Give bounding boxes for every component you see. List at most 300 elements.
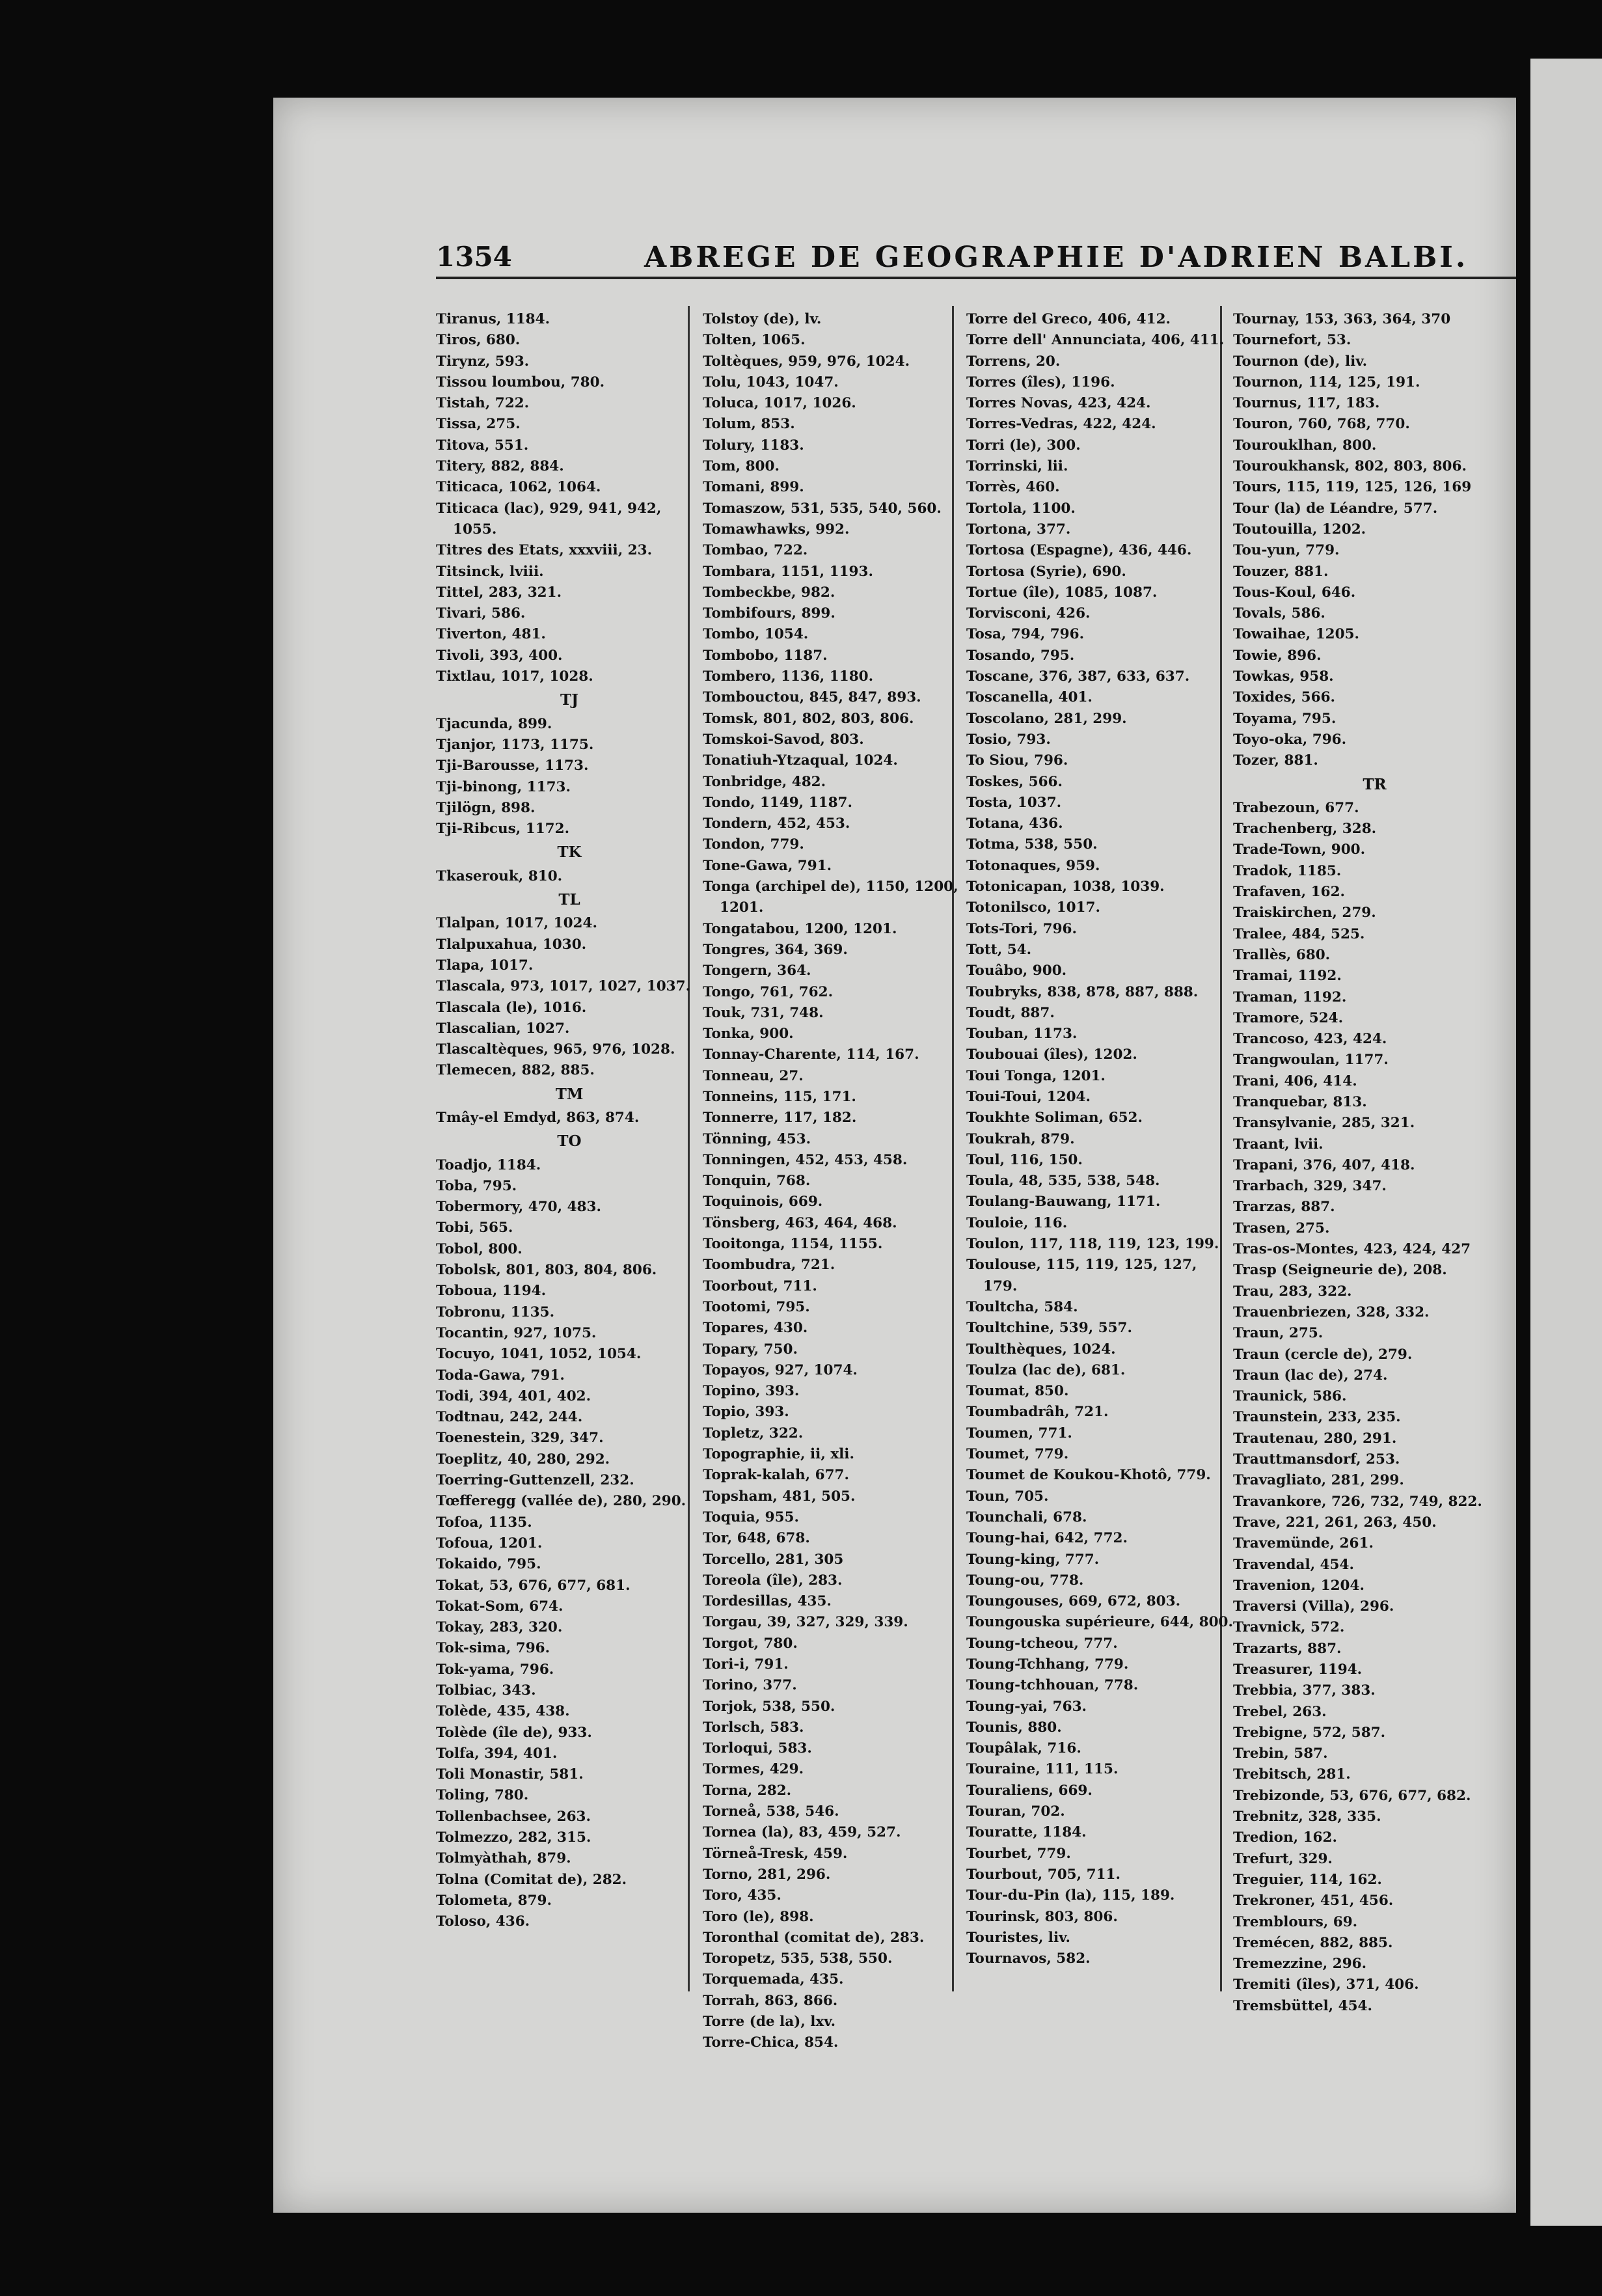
index-entry: Trarzas, 887. bbox=[1233, 1199, 1335, 1216]
index-entry: Tok-yama, 796. bbox=[436, 1661, 554, 1678]
index-entry: Tour (la) de Léandre, 577. bbox=[1233, 500, 1438, 517]
index-entry: Torcello, 281, 305 bbox=[703, 1551, 844, 1568]
index-entry: Tobermory, 470, 483. bbox=[436, 1199, 601, 1216]
facing-page-edge bbox=[1530, 59, 1602, 2226]
index-entry: Torrinski, lii. bbox=[966, 458, 1068, 475]
index-entry: Traun (cercle de), 279. bbox=[1233, 1346, 1413, 1363]
index-entry: Toscolano, 281, 299. bbox=[966, 710, 1127, 727]
index-entry: Tirynz, 593. bbox=[436, 353, 530, 370]
index-entry: Tonga (archipel de), 1150, 1200, 1201. bbox=[703, 879, 958, 916]
index-entry: Tourbet, 779. bbox=[966, 1845, 1071, 1862]
index-entry: Tlalpan, 1017, 1024. bbox=[436, 915, 597, 932]
index-entry: Tramai, 1192. bbox=[1233, 968, 1342, 985]
index-entry: Toda-Gawa, 791. bbox=[436, 1367, 565, 1384]
section-letter-heading: TK bbox=[557, 843, 582, 862]
index-entry: Torquemada, 435. bbox=[703, 1971, 844, 1988]
index-entry: Travagliato, 281, 299. bbox=[1233, 1472, 1404, 1489]
index-entry: Tomsk, 801, 802, 803, 806. bbox=[703, 710, 914, 727]
index-entry: Tobol, 800. bbox=[436, 1240, 523, 1257]
index-entry: Torre dell' Annunciata, 406, 411. bbox=[966, 332, 1225, 349]
index-entry: Toumet, 779. bbox=[966, 1446, 1069, 1463]
index-entry: Tomaszow, 531, 535, 540, 560. bbox=[703, 500, 942, 517]
index-entry: Trazarts, 887. bbox=[1233, 1640, 1342, 1657]
index-entry: Tongo, 761, 762. bbox=[703, 983, 834, 1000]
index-entry: Tönsberg, 463, 464, 468. bbox=[703, 1214, 897, 1231]
index-entry: Toluca, 1017, 1026. bbox=[703, 395, 856, 412]
section-letter-heading: TL bbox=[558, 891, 580, 909]
index-entry: Tolstoy (de), lv. bbox=[703, 311, 822, 327]
index-entry: Tji-binong, 1173. bbox=[436, 778, 571, 795]
index-entry: Tönning, 453. bbox=[703, 1130, 811, 1147]
index-entry: Toulouse, 115, 119, 125, 127, 179. bbox=[966, 1257, 1197, 1294]
index-entry: Topographie, ii, xli. bbox=[703, 1446, 854, 1463]
index-entry: Torrens, 20. bbox=[966, 353, 1061, 370]
index-entry: Totana, 436. bbox=[966, 815, 1063, 832]
section-letter-heading: TM bbox=[555, 1085, 584, 1103]
index-entry: Tom, 800. bbox=[703, 458, 780, 475]
index-entry: Toupâlak, 716. bbox=[966, 1740, 1081, 1757]
index-entry: Tourouklhan, 800. bbox=[1233, 437, 1377, 454]
index-entry: Tomskoi-Savod, 803. bbox=[703, 731, 864, 748]
index-entry: Trebitsch, 281. bbox=[1233, 1766, 1351, 1783]
index-entry: Touzer, 881. bbox=[1233, 563, 1329, 580]
index-entry: Toulza (lac de), 681. bbox=[966, 1361, 1126, 1378]
index-entry: Totonilsco, 1017. bbox=[966, 899, 1100, 916]
index-entry: Titicaca (lac), 929, 941, 942, 1055. bbox=[436, 500, 662, 538]
index-entry: Trallès, 680. bbox=[1233, 946, 1331, 963]
index-entry: Toro (le), 898. bbox=[703, 1908, 814, 1925]
index-entry: Tremsbüttel, 454. bbox=[1233, 1997, 1373, 2014]
index-entry: Tortola, 1100. bbox=[966, 500, 1076, 517]
index-entry: Tremblours, 69. bbox=[1233, 1913, 1358, 1930]
index-entry: Toquinois, 669. bbox=[703, 1194, 823, 1210]
index-entry: Traant, lvii. bbox=[1233, 1136, 1324, 1153]
index-entry: Torri (le), 300. bbox=[966, 437, 1081, 454]
index-entry: Tombeckbe, 982. bbox=[703, 584, 835, 601]
index-entry: Tolmezzo, 282, 315. bbox=[436, 1829, 591, 1846]
index-entry: Tolède (île de), 933. bbox=[436, 1724, 592, 1741]
index-entry: Tji-Barousse, 1173. bbox=[436, 758, 589, 774]
index-entry: Torres (îles), 1196. bbox=[966, 374, 1115, 390]
index-entry: Tonneau, 27. bbox=[703, 1067, 804, 1084]
index-entry: Tissa, 275. bbox=[436, 416, 521, 433]
index-entry: Tortosa (Espagne), 436, 446. bbox=[966, 542, 1192, 559]
index-entry: Tosta, 1037. bbox=[966, 794, 1062, 811]
index-entry: Toprak-kalah, 677. bbox=[703, 1467, 850, 1484]
index-entry: Tordesillas, 435. bbox=[703, 1593, 832, 1610]
index-entry: Tormes, 429. bbox=[703, 1761, 804, 1778]
index-entry: Tosando, 795. bbox=[966, 647, 1075, 664]
index-entry: Trebbia, 377, 383. bbox=[1233, 1682, 1376, 1699]
index-entry: Toulang-Bauwang, 1171. bbox=[966, 1194, 1161, 1210]
index-entry: Tiranus, 1184. bbox=[436, 311, 550, 327]
index-entry: Tongatabou, 1200, 1201. bbox=[703, 920, 897, 937]
index-entry: Tombao, 722. bbox=[703, 542, 808, 559]
index-entry: Tournavos, 582. bbox=[966, 1950, 1091, 1967]
index-entry: Tolury, 1183. bbox=[703, 437, 804, 454]
index-entry: Towie, 896. bbox=[1233, 647, 1322, 664]
index-entry: Tmây-el Emdyd, 863, 874. bbox=[436, 1109, 640, 1126]
index-entry: Torre del Greco, 406, 412. bbox=[966, 311, 1171, 327]
index-entry: Tremezzine, 296. bbox=[1233, 1956, 1367, 1973]
index-entry: Tour-du-Pin (la), 115, 189. bbox=[966, 1887, 1175, 1904]
index-entry: Toling, 780. bbox=[436, 1787, 529, 1804]
index-entry: Traun, 275. bbox=[1233, 1325, 1324, 1342]
index-entry: Tootomi, 795. bbox=[703, 1298, 810, 1315]
index-entry: Trade-Town, 900. bbox=[1233, 841, 1366, 858]
index-entry: Tomawhawks, 992. bbox=[703, 521, 850, 538]
index-entry: Toumen, 771. bbox=[966, 1425, 1072, 1442]
index-entry: Tonneins, 115, 171. bbox=[703, 1088, 856, 1105]
index-entry: Toltèques, 959, 976, 1024. bbox=[703, 353, 910, 370]
index-entry: Toscane, 376, 387, 633, 637. bbox=[966, 668, 1190, 685]
index-entry: Toung-tcheou, 777. bbox=[966, 1635, 1118, 1652]
index-entry: Toubryks, 838, 878, 887, 888. bbox=[966, 983, 1199, 1000]
index-entry: Tobronu, 1135. bbox=[436, 1304, 555, 1320]
index-entry: Trebin, 587. bbox=[1233, 1745, 1328, 1762]
index-entry: Touraine, 111, 115. bbox=[966, 1761, 1119, 1778]
index-entry: Todtnau, 242, 244. bbox=[436, 1409, 583, 1426]
index-entry: Toloso, 436. bbox=[436, 1913, 530, 1930]
index-entry: Tovals, 586. bbox=[1233, 605, 1325, 622]
index-entry: Tongern, 364. bbox=[703, 963, 811, 979]
index-entry: Tlemecen, 882, 885. bbox=[436, 1062, 595, 1079]
index-entry: Tornea (la), 83, 459, 527. bbox=[703, 1824, 901, 1841]
header-rule bbox=[436, 277, 1516, 279]
index-entry: Topio, 393. bbox=[703, 1404, 789, 1421]
index-entry: Tombifours, 899. bbox=[703, 605, 835, 622]
index-entry: Toeplitz, 40, 280, 292. bbox=[436, 1451, 610, 1468]
index-entry: Toul, 116, 150. bbox=[966, 1151, 1083, 1168]
index-entry: Toun, 705. bbox=[966, 1488, 1049, 1505]
index-entry: Tombobo, 1187. bbox=[703, 647, 828, 664]
index-entry: Touratte, 1184. bbox=[966, 1824, 1087, 1841]
index-entry: Toulthèques, 1024. bbox=[966, 1341, 1116, 1358]
index-entry: Travankore, 726, 732, 749, 822. bbox=[1233, 1493, 1482, 1510]
index-entry: Tor, 648, 678. bbox=[703, 1530, 810, 1547]
index-entry: Traun (lac de), 274. bbox=[1233, 1367, 1388, 1384]
index-entry: Travendal, 454. bbox=[1233, 1556, 1354, 1573]
index-entry: To Siou, 796. bbox=[966, 752, 1068, 769]
index-entry: Trancoso, 423, 424. bbox=[1233, 1031, 1387, 1048]
index-entry: Toli Monastir, 581. bbox=[436, 1766, 584, 1783]
index-entry: Tombero, 1136, 1180. bbox=[703, 668, 874, 685]
index-entry: Trapani, 376, 407, 418. bbox=[1233, 1156, 1415, 1173]
index-entry: Torre-Chica, 854. bbox=[703, 2034, 839, 2051]
index-entry: Toreola (île), 283. bbox=[703, 1572, 843, 1589]
index-entry: Torre (de la), lxv. bbox=[703, 2014, 836, 2030]
index-entry: Tokat-Som, 674. bbox=[436, 1598, 563, 1615]
index-entry: Toula, 48, 535, 538, 548. bbox=[966, 1173, 1160, 1190]
index-entry: Tosio, 793. bbox=[966, 731, 1051, 748]
index-entry: Topares, 430. bbox=[703, 1320, 808, 1337]
index-entry: Toyama, 795. bbox=[1233, 710, 1337, 727]
index-entry: Tixtlau, 1017, 1028. bbox=[436, 668, 593, 685]
index-entry: Towaihae, 1205. bbox=[1233, 626, 1360, 643]
index-entry: Torrah, 863, 866. bbox=[703, 1992, 838, 2009]
index-entry: Tralee, 484, 525. bbox=[1233, 925, 1365, 942]
index-entry: Topary, 750. bbox=[703, 1341, 798, 1358]
index-entry: Tozer, 881. bbox=[1233, 752, 1318, 769]
index-entry: Tonningen, 452, 453, 458. bbox=[703, 1151, 908, 1168]
index-entry: Tournefort, 53. bbox=[1233, 332, 1351, 349]
index-entry: Tounchali, 678. bbox=[966, 1509, 1087, 1525]
index-entry: Trafaven, 162. bbox=[1233, 884, 1346, 901]
index-entry: Toxides, 566. bbox=[1233, 689, 1336, 706]
index-entry: Toung-tchhouan, 778. bbox=[966, 1677, 1139, 1694]
index-entry: Torno, 281, 296. bbox=[703, 1866, 831, 1883]
index-entry: Tocuyo, 1041, 1052, 1054. bbox=[436, 1346, 642, 1363]
index-entry: Toskes, 566. bbox=[966, 773, 1063, 790]
index-entry: Tounis, 880. bbox=[966, 1719, 1062, 1736]
index-entry: Trau, 283, 322. bbox=[1233, 1283, 1352, 1300]
index-entry: Tlapa, 1017. bbox=[436, 957, 534, 974]
index-entry: Trasp (Seigneurie de), 208. bbox=[1233, 1262, 1447, 1279]
index-entry: Todi, 394, 401, 402. bbox=[436, 1387, 591, 1404]
index-entry: Toboua, 1194. bbox=[436, 1283, 547, 1300]
index-entry: Tok-sima, 796. bbox=[436, 1640, 550, 1657]
index-entry: Touloie, 116. bbox=[966, 1214, 1068, 1231]
index-entry: Trani, 406, 414. bbox=[1233, 1073, 1357, 1089]
index-entry: Tott, 54. bbox=[966, 941, 1032, 958]
index-entry: Toronthal (comitat de), 283. bbox=[703, 1929, 925, 1946]
index-entry: Touristes, liv. bbox=[966, 1929, 1070, 1946]
index-entry: Tittel, 283, 321. bbox=[436, 584, 562, 601]
index-entry: Tlascaltèques, 965, 976, 1028. bbox=[436, 1041, 675, 1058]
index-entry: Tivari, 586. bbox=[436, 605, 526, 622]
index-entry: Toungouska supérieure, 644, 800. bbox=[966, 1614, 1233, 1631]
index-entry: Tiverton, 481. bbox=[436, 626, 546, 643]
index-entry: Tori-i, 791. bbox=[703, 1656, 789, 1673]
index-entry: Tlalpuxahua, 1030. bbox=[436, 936, 587, 953]
index-entry: Tortosa (Syrie), 690. bbox=[966, 563, 1126, 580]
index-entry: Traunick, 586. bbox=[1233, 1388, 1347, 1405]
index-entry: Tondon, 779. bbox=[703, 836, 804, 853]
index-entry: Toung-yai, 763. bbox=[966, 1698, 1087, 1715]
page-number: 1354 bbox=[436, 241, 512, 273]
index-entry: Tonquin, 768. bbox=[703, 1173, 811, 1190]
index-entry: Titova, 551. bbox=[436, 437, 529, 454]
index-entry: Tœfferegg (vallée de), 280, 290. bbox=[436, 1493, 686, 1510]
index-entry: Toadjo, 1184. bbox=[436, 1156, 541, 1173]
index-entry: Tiros, 680. bbox=[436, 332, 521, 349]
index-entry: Toerring-Guttenzell, 232. bbox=[436, 1472, 634, 1489]
index-entry: Tokay, 283, 320. bbox=[436, 1619, 563, 1636]
index-entry: Trebigne, 572, 587. bbox=[1233, 1724, 1386, 1741]
index-entry: Treasurer, 1194. bbox=[1233, 1661, 1363, 1678]
index-entry: Toro, 435. bbox=[703, 1887, 781, 1904]
index-entry: Titery, 882, 884. bbox=[436, 458, 564, 475]
index-entry: Trave, 221, 261, 263, 450. bbox=[1233, 1514, 1437, 1531]
index-entry: Torrès, 460. bbox=[966, 479, 1060, 496]
index-entry: Tradok, 1185. bbox=[1233, 862, 1342, 879]
index-entry: Torloqui, 583. bbox=[703, 1740, 812, 1757]
index-entry: Tremiti (îles), 371, 406. bbox=[1233, 1976, 1419, 1993]
index-entry: Traiskirchen, 279. bbox=[1233, 905, 1376, 922]
index-column-3 bbox=[966, 309, 1233, 1969]
index-entry: Torgau, 39, 327, 329, 339. bbox=[703, 1614, 908, 1631]
index-entry: Tots-Tori, 796. bbox=[966, 920, 1077, 937]
index-entry: Tobi, 565. bbox=[436, 1220, 513, 1237]
index-entry: Toui-Toui, 1204. bbox=[966, 1088, 1091, 1105]
index-entry: Tolède, 435, 438. bbox=[436, 1703, 570, 1720]
index-entry: Tofoa, 1135. bbox=[436, 1514, 532, 1531]
index-entry: Tous-Koul, 646. bbox=[1233, 584, 1356, 601]
index-entry: Toumbadrâh, 721. bbox=[966, 1404, 1109, 1421]
index-entry: Traversi (Villa), 296. bbox=[1233, 1598, 1394, 1615]
index-entry: Tournus, 117, 183. bbox=[1233, 395, 1380, 412]
index-entry: Torres Novas, 423, 424. bbox=[966, 395, 1151, 412]
index-entry: Tone-Gawa, 791. bbox=[703, 857, 832, 874]
index-entry: Tlascalian, 1027. bbox=[436, 1020, 570, 1037]
index-entry: Trabezoun, 677. bbox=[1233, 799, 1359, 816]
index-entry: Toyo-oka, 796. bbox=[1233, 731, 1347, 748]
index-entry: Tredion, 162. bbox=[1233, 1829, 1337, 1846]
index-entry: Trebel, 263. bbox=[1233, 1703, 1327, 1720]
index-entry: Tramore, 524. bbox=[1233, 1009, 1344, 1026]
index-entry: Toukhte Soliman, 652. bbox=[966, 1110, 1143, 1127]
index-entry: Tourinsk, 803, 806. bbox=[966, 1908, 1118, 1925]
index-entry: Touban, 1173. bbox=[966, 1026, 1078, 1043]
index-entry: Toscanella, 401. bbox=[966, 689, 1093, 706]
index-entry: Tombo, 1054. bbox=[703, 626, 809, 643]
index-entry: Trauenbriezen, 328, 332. bbox=[1233, 1304, 1430, 1320]
index-entry: Tobolsk, 801, 803, 804, 806. bbox=[436, 1262, 657, 1279]
index-entry: Towkas, 958. bbox=[1233, 668, 1334, 685]
index-entry: Touraliens, 669. bbox=[966, 1782, 1093, 1799]
index-entry: Tlascala (le), 1016. bbox=[436, 999, 587, 1016]
index-entry: Toukrah, 879. bbox=[966, 1130, 1075, 1147]
page-content bbox=[273, 98, 1516, 2213]
index-column-4 bbox=[1233, 309, 1516, 2017]
index-entry: Tournay, 153, 363, 364, 370 bbox=[1233, 311, 1451, 327]
index-entry: Toung-Tchhang, 779. bbox=[966, 1656, 1129, 1673]
index-entry: Tondern, 452, 453. bbox=[703, 815, 850, 832]
index-entry: Tolbiac, 343. bbox=[436, 1682, 536, 1699]
index-entry: Tonka, 900. bbox=[703, 1026, 794, 1043]
index-entry: Tolfa, 394, 401. bbox=[436, 1745, 558, 1762]
index-entry: Tras-os-Montes, 423, 424, 427 bbox=[1233, 1241, 1471, 1258]
index-column-2 bbox=[703, 309, 970, 2054]
index-entry: Tofoua, 1201. bbox=[436, 1535, 543, 1551]
index-entry: Tonatiuh-Ytzaqual, 1024. bbox=[703, 752, 898, 769]
index-entry: Tissou loumbou, 780. bbox=[436, 374, 605, 390]
index-entry: Trangwoulan, 1177. bbox=[1233, 1052, 1389, 1069]
index-column-1 bbox=[436, 309, 703, 1933]
index-entry: Tolum, 853. bbox=[703, 416, 795, 433]
index-entry: Tonnay-Charente, 114, 167. bbox=[703, 1046, 919, 1063]
index-entry: Tolometa, 879. bbox=[436, 1892, 552, 1909]
index-entry: Toung-king, 777. bbox=[966, 1551, 1100, 1568]
index-entry: Torlsch, 583. bbox=[703, 1719, 804, 1736]
running-title: ABREGE DE GEOGRAPHIE D'ADRIEN BALBI. bbox=[644, 241, 1469, 274]
index-entry: Totonaques, 959. bbox=[966, 857, 1100, 874]
index-entry: Trebizonde, 53, 676, 677, 682. bbox=[1233, 1787, 1471, 1804]
index-entry: Toenestein, 329, 347. bbox=[436, 1430, 604, 1447]
index-entry: Toba, 795. bbox=[436, 1177, 517, 1194]
index-entry: Tjacunda, 899. bbox=[436, 715, 552, 732]
index-entry: Tondo, 1149, 1187. bbox=[703, 794, 852, 811]
index-entry: Toui Tonga, 1201. bbox=[966, 1067, 1106, 1084]
index-entry: Totma, 538, 550. bbox=[966, 836, 1098, 853]
index-entry: Tivoli, 393, 400. bbox=[436, 647, 563, 664]
index-entry: Torres-Vedras, 422, 424. bbox=[966, 416, 1156, 433]
index-entry: Tolna (Comitat de), 282. bbox=[436, 1871, 627, 1888]
index-entry: Torgot, 780. bbox=[703, 1635, 798, 1652]
index-entry: Treguier, 114, 162. bbox=[1233, 1871, 1382, 1888]
index-entry: Travemünde, 261. bbox=[1233, 1535, 1374, 1552]
index-entry: Topino, 393. bbox=[703, 1383, 800, 1400]
index-entry: Torino, 377. bbox=[703, 1677, 797, 1694]
index-entry: Touk, 731, 748. bbox=[703, 1004, 824, 1021]
running-head bbox=[273, 241, 1516, 280]
index-entry: Titsinck, lviii. bbox=[436, 563, 544, 580]
index-entry: Trasen, 275. bbox=[1233, 1220, 1330, 1237]
index-entry: Tokat, 53, 676, 677, 681. bbox=[436, 1577, 631, 1594]
index-entry: Toultcha, 584. bbox=[966, 1298, 1078, 1315]
index-entry: Tournon, 114, 125, 191. bbox=[1233, 374, 1420, 390]
index-entry: Tokaido, 795. bbox=[436, 1556, 541, 1573]
index-entry: Tombara, 1151, 1193. bbox=[703, 563, 873, 580]
index-entry: Touroukhansk, 802, 803, 806. bbox=[1233, 458, 1467, 475]
index-entry: Tkaserouk, 810. bbox=[436, 868, 563, 884]
index-entry: Trauttmansdorf, 253. bbox=[1233, 1451, 1400, 1468]
index-entry: Tosa, 794, 796. bbox=[966, 626, 1085, 643]
index-entry: Touron, 760, 768, 770. bbox=[1233, 416, 1410, 433]
index-entry: Toumet de Koukou-Khotô, 779. bbox=[966, 1467, 1211, 1484]
index-entry: Trarbach, 329, 347. bbox=[1233, 1178, 1387, 1195]
index-entry: Toung-hai, 642, 772. bbox=[966, 1530, 1128, 1547]
index-entry: Travnick, 572. bbox=[1233, 1619, 1345, 1636]
index-entry: Trebnitz, 328, 335. bbox=[1233, 1809, 1381, 1825]
index-entry: Tooitonga, 1154, 1155. bbox=[703, 1236, 883, 1253]
index-entry: Trefurt, 329. bbox=[1233, 1850, 1333, 1867]
index-entry: Tollenbachsee, 263. bbox=[436, 1808, 591, 1825]
index-entry: Törneå-Tresk, 459. bbox=[703, 1845, 848, 1862]
index-entry: Toung-ou, 778. bbox=[966, 1572, 1084, 1589]
section-letter-heading: TR bbox=[1363, 775, 1387, 793]
index-entry: Transylvanie, 285, 321. bbox=[1233, 1115, 1415, 1132]
index-entry: Tongres, 364, 369. bbox=[703, 941, 848, 958]
index-entry: Toumat, 850. bbox=[966, 1383, 1069, 1400]
index-entry: Toudt, 887. bbox=[966, 1004, 1055, 1021]
index-entry: Touâbo, 900. bbox=[966, 963, 1067, 979]
index-entry: Toulon, 117, 118, 119, 123, 199. bbox=[966, 1236, 1219, 1253]
index-entry: Tortona, 377. bbox=[966, 521, 1071, 538]
index-entry: Torneå, 538, 546. bbox=[703, 1803, 839, 1820]
index-entry: Tonnerre, 117, 182. bbox=[703, 1110, 857, 1127]
index-entry: Tji-Ribcus, 1172. bbox=[436, 821, 570, 838]
index-entry: Tolmyàthah, 879. bbox=[436, 1850, 571, 1867]
index-entry: Toombudra, 721. bbox=[703, 1257, 835, 1274]
index-entry: Tours, 115, 119, 125, 126, 169 bbox=[1233, 479, 1472, 496]
index-entry: Toutouilla, 1202. bbox=[1233, 521, 1366, 538]
index-entry: Torvisconi, 426. bbox=[966, 605, 1091, 622]
index-entry: Tranquebar, 813. bbox=[1233, 1093, 1367, 1110]
index-entry: Trachenberg, 328. bbox=[1233, 821, 1377, 838]
index-entry: Toultchine, 539, 557. bbox=[966, 1320, 1132, 1337]
index-entry: Tombouctou, 845, 847, 893. bbox=[703, 689, 921, 706]
index-entry: Traunstein, 233, 235. bbox=[1233, 1409, 1401, 1426]
page-gutter bbox=[1516, 59, 1530, 2226]
index-entry: Tomani, 899. bbox=[703, 479, 804, 496]
index-entry: Tjanjor, 1173, 1175. bbox=[436, 736, 594, 753]
index-entry: Touran, 702. bbox=[966, 1803, 1065, 1820]
index-entry: Tortue (île), 1085, 1087. bbox=[966, 584, 1158, 601]
index-entry: Titres des Etats, xxxviii, 23. bbox=[436, 542, 653, 559]
index-entry: Trekroner, 451, 456. bbox=[1233, 1893, 1394, 1909]
index-entry: Toropetz, 535, 538, 550. bbox=[703, 1950, 893, 1967]
